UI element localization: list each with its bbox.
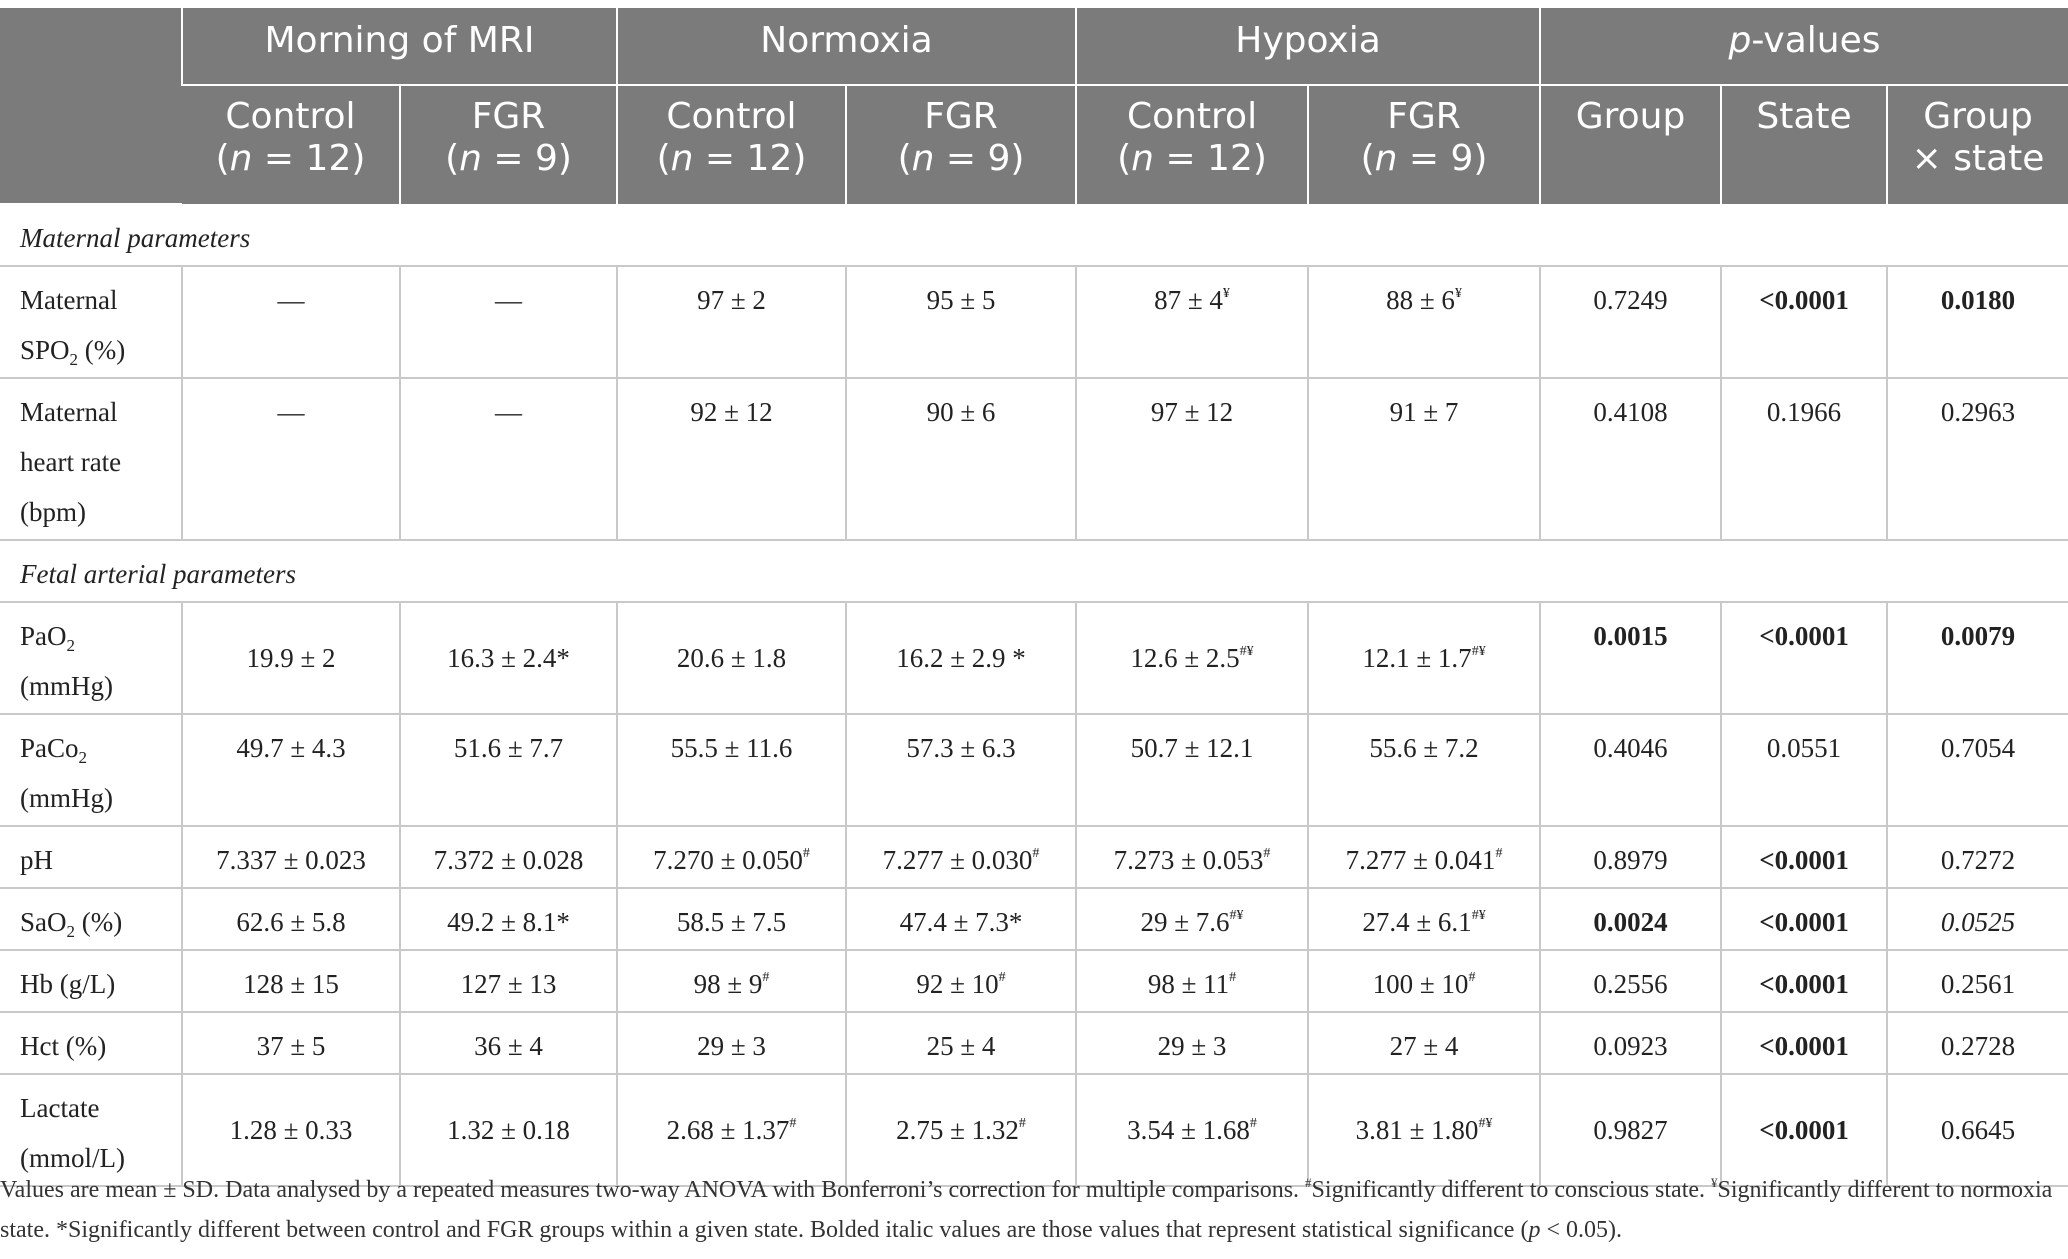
table-row [0, 602, 2068, 714]
table-cell: 95 ± 5 [846, 266, 1076, 378]
p-value-cell: 0.2963 [1887, 378, 2068, 540]
row-label: Hb (g/L) [0, 950, 182, 1012]
row-label: pH [0, 826, 182, 888]
header-morning-control: Control (n = 12) [182, 85, 400, 204]
table-body [0, 204, 2068, 1186]
data-table-container [0, 8, 2068, 1187]
table-cell: 55.6 ± 7.2 [1308, 714, 1540, 826]
table-cell: 100 ± 10# [1308, 950, 1540, 1012]
table-cell: 88 ± 6¥ [1308, 266, 1540, 378]
table-cell: 50.7 ± 12.1 [1076, 714, 1308, 826]
p-value-cell: <0.0001 [1721, 602, 1887, 714]
p-value-cell: 0.8979 [1540, 826, 1721, 888]
p-value-cell: <0.0001 [1721, 826, 1887, 888]
p-value-cell: 0.4046 [1540, 714, 1721, 826]
table-cell: 90 ± 6 [846, 378, 1076, 540]
row-label: Maternal $SPO_2$ (%) [0, 266, 182, 378]
pvalues-suffix: -values [1751, 20, 1881, 61]
data-table [0, 8, 2068, 1187]
row-label: PaO$_2$ (mmHg) [0, 602, 182, 714]
section-label: Fetal arterial parameters [0, 540, 2068, 602]
table-cell: 3.54 ± 1.68# [1076, 1074, 1308, 1186]
table-cell: 16.3 ± 2.4* [400, 602, 617, 714]
table-cell: 7.277 ± 0.030# [846, 826, 1076, 888]
table-cell: 29 ± 7.6#¥ [1076, 888, 1308, 950]
table-cell: 87 ± 4¥ [1076, 266, 1308, 378]
section-label: Maternal parameters [0, 204, 2068, 266]
table-cell: 1.32 ± 0.18 [400, 1074, 617, 1186]
p-value-cell: <0.0001 [1721, 1074, 1887, 1186]
table-cell: 7.277 ± 0.041# [1308, 826, 1540, 888]
table-cell: 20.6 ± 1.8 [617, 602, 846, 714]
table-header [0, 8, 2068, 204]
row-label: Hct (%) [0, 1012, 182, 1074]
table-row [0, 266, 2068, 378]
p-value-cell: 0.2561 [1887, 950, 2068, 1012]
header-hypoxia-control: Control (n = 12) [1076, 85, 1308, 204]
p-value-cell: <0.0001 [1721, 888, 1887, 950]
table-cell: 27.4 ± 6.1#¥ [1308, 888, 1540, 950]
p-value-cell: 0.7249 [1540, 266, 1721, 378]
table-cell: — [182, 266, 400, 378]
pvalues-italic-p: p [1728, 20, 1752, 61]
section-row-fetal [0, 540, 2068, 602]
header-normoxia-fgr: FGR (n = 9) [846, 85, 1076, 204]
header-normoxia-control: Control (n = 12) [617, 85, 846, 204]
table-cell: 7.273 ± 0.053# [1076, 826, 1308, 888]
table-cell: — [400, 266, 617, 378]
p-value-cell: 0.7054 [1887, 714, 2068, 826]
table-cell: 29 ± 3 [1076, 1012, 1308, 1074]
p-value-cell: 0.0079 [1887, 602, 2068, 714]
table-cell: 7.372 ± 0.028 [400, 826, 617, 888]
table-cell: 128 ± 15 [182, 950, 400, 1012]
p-value-cell: 0.9827 [1540, 1074, 1721, 1186]
table-row [0, 714, 2068, 826]
p-value-cell: 0.0551 [1721, 714, 1887, 826]
table-cell: 37 ± 5 [182, 1012, 400, 1074]
table-cell: 51.6 ± 7.7 [400, 714, 617, 826]
table-cell: 7.337 ± 0.023 [182, 826, 400, 888]
header-group-hypoxia: Hypoxia [1076, 8, 1540, 85]
table-cell: 12.6 ± 2.5#¥ [1076, 602, 1308, 714]
header-p-group: Group [1540, 85, 1721, 204]
table-cell: 7.270 ± 0.050# [617, 826, 846, 888]
table-cell: 25 ± 4 [846, 1012, 1076, 1074]
p-value-cell: 0.0525 [1887, 888, 2068, 950]
p-value-cell: 0.0024 [1540, 888, 1721, 950]
table-cell: 2.68 ± 1.37# [617, 1074, 846, 1186]
header-group-morning: Morning of MRI [182, 8, 617, 85]
table-cell: 127 ± 13 [400, 950, 617, 1012]
table-cell: 36 ± 4 [400, 1012, 617, 1074]
header-hypoxia-fgr: FGR (n = 9) [1308, 85, 1540, 204]
table-row [0, 826, 2068, 888]
table-cell: 57.3 ± 6.3 [846, 714, 1076, 826]
header-p-state: State [1721, 85, 1887, 204]
table-cell: 58.5 ± 7.5 [617, 888, 846, 950]
row-label: SaO$_2$ (%) [0, 888, 182, 950]
section-row-maternal [0, 204, 2068, 266]
p-value-cell: 0.2728 [1887, 1012, 2068, 1074]
table-cell: 29 ± 3 [617, 1012, 846, 1074]
table-cell: — [400, 378, 617, 540]
table-cell: — [182, 378, 400, 540]
table-cell: 19.9 ± 2 [182, 602, 400, 714]
row-label: Lactate (mmol/L) [0, 1074, 182, 1186]
table-cell: 92 ± 12 [617, 378, 846, 540]
p-value-cell: 0.4108 [1540, 378, 1721, 540]
p-value-cell: 0.0180 [1887, 266, 2068, 378]
p-value-cell: 0.6645 [1887, 1074, 2068, 1186]
table-cell: 47.4 ± 7.3* [846, 888, 1076, 950]
row-label: Maternal heart rate (bpm) [0, 378, 182, 540]
table-cell: 97 ± 2 [617, 266, 846, 378]
table-cell: 3.81 ± 1.80#¥ [1308, 1074, 1540, 1186]
table-cell: 2.75 ± 1.32# [846, 1074, 1076, 1186]
p-value-cell: 0.0923 [1540, 1012, 1721, 1074]
table-cell: 1.28 ± 0.33 [182, 1074, 400, 1186]
p-value-cell: 0.2556 [1540, 950, 1721, 1012]
p-value-cell: <0.0001 [1721, 266, 1887, 378]
header-morning-fgr: FGR (n = 9) [400, 85, 617, 204]
table-cell: 62.6 ± 5.8 [182, 888, 400, 950]
table-footnote: Values are mean ± SD. Data analysed by a repeated measures two-way ANOVA with Bonferroni’s correction for multiple comparisons. #Significantly different to conscious state. ¥Significantly different to normoxia state. *Significantly different between control and FGR groups within a given state. Bolded italic values are those values that represent statistical significance (p < 0.05). [0, 1175, 2053, 1243]
table-row [0, 888, 2068, 950]
p-value-cell: 0.1966 [1721, 378, 1887, 540]
table-cell: 92 ± 10# [846, 950, 1076, 1012]
table-cell: 98 ± 9# [617, 950, 846, 1012]
header-group-normoxia: Normoxia [617, 8, 1076, 85]
table-cell: 97 ± 12 [1076, 378, 1308, 540]
header-p-group-x-state: Group × state [1887, 85, 2068, 204]
table-row [0, 950, 2068, 1012]
table-cell: 16.2 ± 2.9 * [846, 602, 1076, 714]
table-cell: 49.2 ± 8.1* [400, 888, 617, 950]
table-row [0, 378, 2068, 540]
table-row [0, 1012, 2068, 1074]
table-cell: 27 ± 4 [1308, 1012, 1540, 1074]
table-cell: 55.5 ± 11.6 [617, 714, 846, 826]
table-cell: 49.7 ± 4.3 [182, 714, 400, 826]
p-value-cell: <0.0001 [1721, 950, 1887, 1012]
p-value-cell: 0.0015 [1540, 602, 1721, 714]
table-cell: 91 ± 7 [1308, 378, 1540, 540]
row-label: PaCo$_2$ (mmHg) [0, 714, 182, 826]
header-blank-cell [0, 8, 182, 204]
p-value-cell: 0.7272 [1887, 826, 2068, 888]
header-group-pvalues [1540, 8, 2068, 85]
table-cell: 98 ± 11# [1076, 950, 1308, 1012]
p-value-cell: <0.0001 [1721, 1012, 1887, 1074]
table-cell: 12.1 ± 1.7#¥ [1308, 602, 1540, 714]
